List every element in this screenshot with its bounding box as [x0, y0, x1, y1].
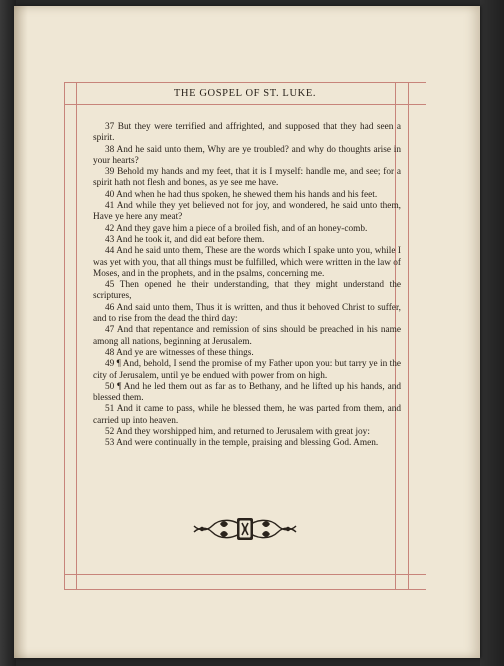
scripture-text: [93, 122, 401, 450]
book-page: [14, 6, 480, 658]
frame-rule-bottom-lower: [64, 589, 426, 590]
verse: 40 And when he had thus spoken, he shewed them his hands and his feet.: [105, 189, 378, 200]
verse: 50 ¶ And he led them out as far as to Bethany, and he lifted up his hands, and blessed them.: [93, 381, 401, 404]
frame-rule-left-inner: [76, 82, 77, 589]
frame-rule-right-outer: [408, 82, 409, 589]
verse: 48 And ye are witnesses of these things.: [105, 347, 254, 358]
verse: 51 And it came to pass, while he blessed them, he was parted from them, and carried up into heaven.: [93, 404, 401, 426]
running-head: THE GOSPEL OF ST. LUKE.: [173, 88, 317, 99]
frame-rule-left-outer: [64, 82, 65, 589]
book-cover-right: [480, 0, 504, 666]
verse: 41 And while they yet believed not for joy, and wondered, he said unto them, Have ye here any meat?: [93, 201, 401, 223]
verse: 42 And they gave him a piece of a broiled fish, and of an honey-comb.: [105, 223, 368, 234]
frame-rule-under-head: [64, 104, 426, 105]
verse: 43 And he took it, and did eat before them.: [105, 234, 265, 245]
verse: 44 And he said unto them, These are the words which I spake unto you, while I was yet with you, that all things must be fulfilled, which were written in the law of Moses, and in the prophets, and in the psalms, concerning me.: [93, 246, 401, 279]
verse: 49 ¶ And, behold, I send the promise of my Father upon you: but tarry ye in the city of Jerusalem, until ye be endued with power from on high.: [93, 359, 401, 381]
floral-tailpiece-icon: [190, 514, 300, 544]
verse: 39 Behold my hands and my feet, that it is I myself: handle me, and see; for a spirit hath not flesh and bones, as ye see me have.: [93, 167, 401, 189]
verse: 47 And that repentance and remission of sins should be preached in his name among all nations, beginning at Jerusalem.: [93, 325, 401, 347]
gutter-shadow: [14, 6, 28, 658]
verse: 53 And were continually in the temple, praising and blessing God. Amen.: [105, 438, 379, 449]
verse: 52 And they worshipped him, and returned to Jerusalem with great joy:: [105, 427, 370, 438]
verse: 37 But they were terrified and affrighted, and supposed that they had seen a spirit.: [93, 122, 401, 144]
verse: 38 And he said unto them, Why are ye troubled? and why do thoughts arise in your hearts?: [93, 144, 401, 166]
frame-rule-top: [64, 82, 426, 83]
verse: 45 Then opened he their understanding, that they might understand the scriptures,: [93, 280, 401, 302]
frame-rule-bottom: [64, 574, 426, 575]
verse: 46 And said unto them, Thus it is written, and thus it behoved Christ to suffer, and to rise from the dead the third day:: [93, 302, 401, 325]
